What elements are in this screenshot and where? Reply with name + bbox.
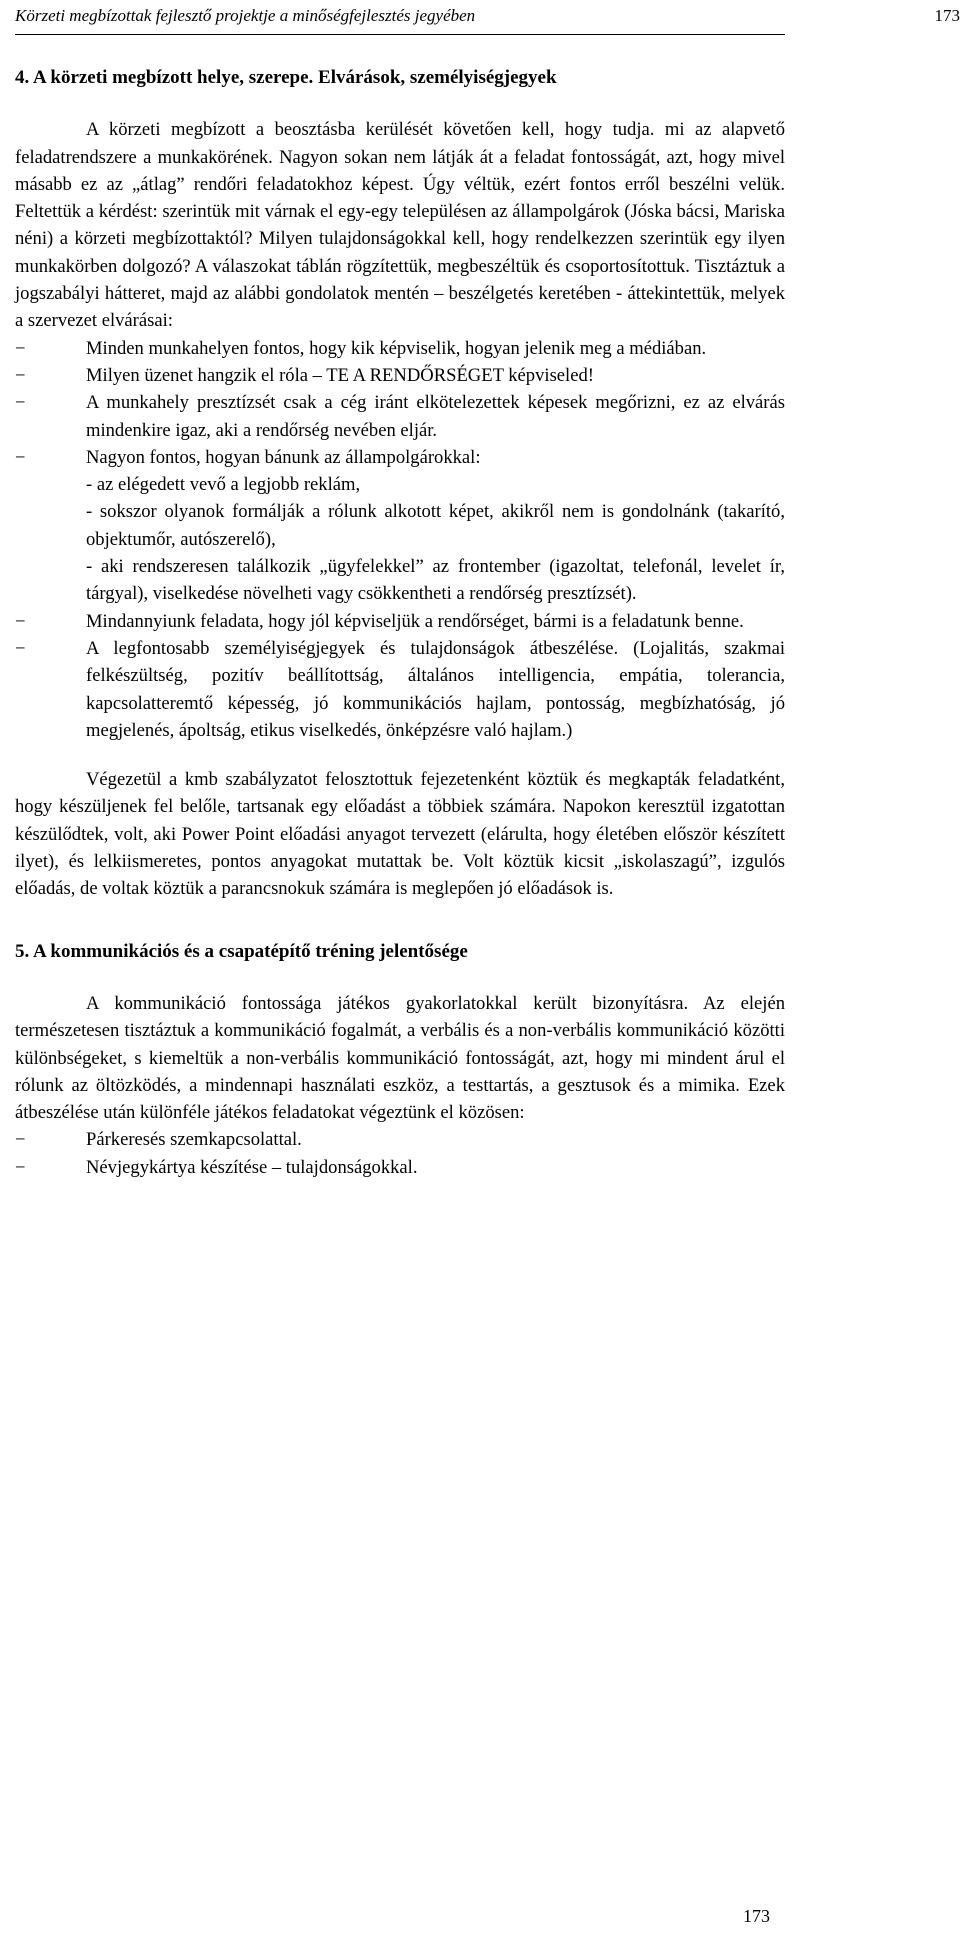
page-content xyxy=(15,64,785,1181)
list-item-text: Nagyon fontos, hogyan bánunk az állampolgárokkal: xyxy=(86,446,481,468)
page-footer xyxy=(0,1900,770,1932)
list-item-text: Milyen üzenet hangzik el róla – TE A RENDŐRSÉGET képviseled! xyxy=(86,364,594,386)
expectations-list xyxy=(15,335,785,471)
dash-bullet: − xyxy=(15,446,26,468)
section-4-closing-paragraph: Végezetül a kmb szabályzatot felosztottuk fejezetenként köztük és megkapták feladatként, hogy készüljenek fel belőle, tartsanak egy előadást a többiek számára. Napokon keresztül izgatottan készülődtek, volt, aki Power Point előadási anyagot tervezett (elárulta, hogy életében először készített ilyet), és lelkiismeretes, pontos anyagokat mutattak be. Volt köztük kicsit „iskolaszagú”, izgulós előadás, de voltak köztük a parancsnokuk számára is meglepően jó előadások is. xyxy=(15,769,785,900)
dash-bullet: − xyxy=(15,337,26,359)
section-4-paragraph: A körzeti megbízott a beosztásba kerülését követően kell, hogy tudja. mi az alapvető feladatrendszere a munkakörének. Nagyon sokan nem látják át a feladat fontosságát, azt, hogy mivel másabb ez az „átlag” rendőri feladatokhoz képest. Úgy véltük, ezért fontos erről beszélni velük. Feltettük a kérdést: szerintük mit várnak el egy-egy településen az állampolgárok (Jóska bácsi, Mariska néni) a körzeti megbízottaktól? Milyen tulajdonságokkal kell, hogy rendelkezzen szerintük egy ilyen munkakörben dolgozó? A válaszokat táblán rögzítettük, megbeszéltük és csoportosítottuk. Tisztáztuk a jogszabályi hátteret, majd az alábbi gondolatok mentén – beszélgetés keretében - áttekintettük, melyek a szervezet elvárásai: xyxy=(15,119,785,332)
dash-bullet: − xyxy=(15,610,26,632)
sub-item: - aki rendszeresen találkozik „ügyfelekkel” az frontember (igazoltat, telefonál, levelet ír, tárgyal), viselkedése növelheti vagy csökkentheti a rendőrség presztízsét). xyxy=(86,556,785,605)
dash-bullet: − xyxy=(15,1156,26,1178)
list-item-text: A legfontosabb személyiségjegyek és tulajdonságok átbeszélése. (Lojalitás, szakmai felkészültség, pozitív beállítottság, általános intelligencia, empátia, tolerancia, kapcsolatteremtő képesség, jó kommunikációs hajlam, pontosság, megbízhatóság, jó megjelenés, ápoltság, etikus viselkedés, önképzésre való hajlam.) xyxy=(86,637,785,741)
list-item xyxy=(15,608,785,635)
list-item xyxy=(15,362,785,389)
list-item xyxy=(15,1126,785,1153)
dash-bullet: − xyxy=(15,392,26,414)
list-item-text: Párkeresés szemkapcsolattal. xyxy=(86,1129,302,1151)
header-page-number: 173 xyxy=(934,6,960,25)
expectations-list-continued xyxy=(15,608,785,744)
running-title: Körzeti megbízottak fejlesztő projektje a minőségfejlesztés jegyében xyxy=(15,6,476,25)
header-rule xyxy=(15,34,785,35)
list-item-text: A munkahely presztízsét csak a cég iránt elkötelezettek képesek megőrizni, ez az elvárás mindenkire igaz, aki a rendőrség nevében eljár. xyxy=(86,392,785,441)
footer-page-number: 173 xyxy=(743,1906,770,1926)
list-item xyxy=(15,444,785,471)
games-list xyxy=(15,1126,785,1181)
running-header xyxy=(15,0,960,32)
section-5-paragraph: A kommunikáció fontossága játékos gyakorlatokkal került bizonyításra. Az elején természetesen tisztáztuk a kommunikáció fogalmát, a verbális és a non-verbális kommunikáció közötti különbségeket, s kiemeltük a non-verbális kommunikáció fontosságát, azt, hogy mi mindent árul el rólunk az öltözködés, a mindennapi használati eszköz, a testtartás, a gesztusok és a mimika. Ezek átbeszélése után különféle játékos feladatokat végeztünk el közösen: xyxy=(15,992,785,1124)
list-item xyxy=(15,389,785,444)
list-item xyxy=(15,635,785,744)
list-item-text: Névjegykártya készítése – tulajdonságokkal. xyxy=(86,1156,418,1178)
section-5-heading: 5. A kommunikációs és a csapatépítő tréning jelentősége xyxy=(15,940,468,962)
list-item xyxy=(15,335,785,362)
list-item-text: Minden munkahelyen fontos, hogy kik képviselik, hogyan jelenik meg a médiában. xyxy=(86,337,707,359)
list-item-text: Mindannyiunk feladata, hogy jól képviseljük a rendőrséget, bármi is a feladatunk benne. xyxy=(86,610,744,632)
dash-bullet: − xyxy=(15,364,26,386)
sub-item: - az elégedett vevő a legjobb reklám, xyxy=(86,474,361,496)
section-4-heading: 4. A körzeti megbízott helye, szerepe. Elvárások, személyiségjegyek xyxy=(15,67,557,88)
dash-bullet: − xyxy=(15,1129,26,1151)
dash-bullet: − xyxy=(15,637,26,659)
sub-item: - sokszor olyanok formálják a rólunk alkotott képet, akikről nem is gondolnánk (takarító, objektumőr, autószerelő), xyxy=(86,501,785,550)
list-item xyxy=(15,1154,785,1181)
